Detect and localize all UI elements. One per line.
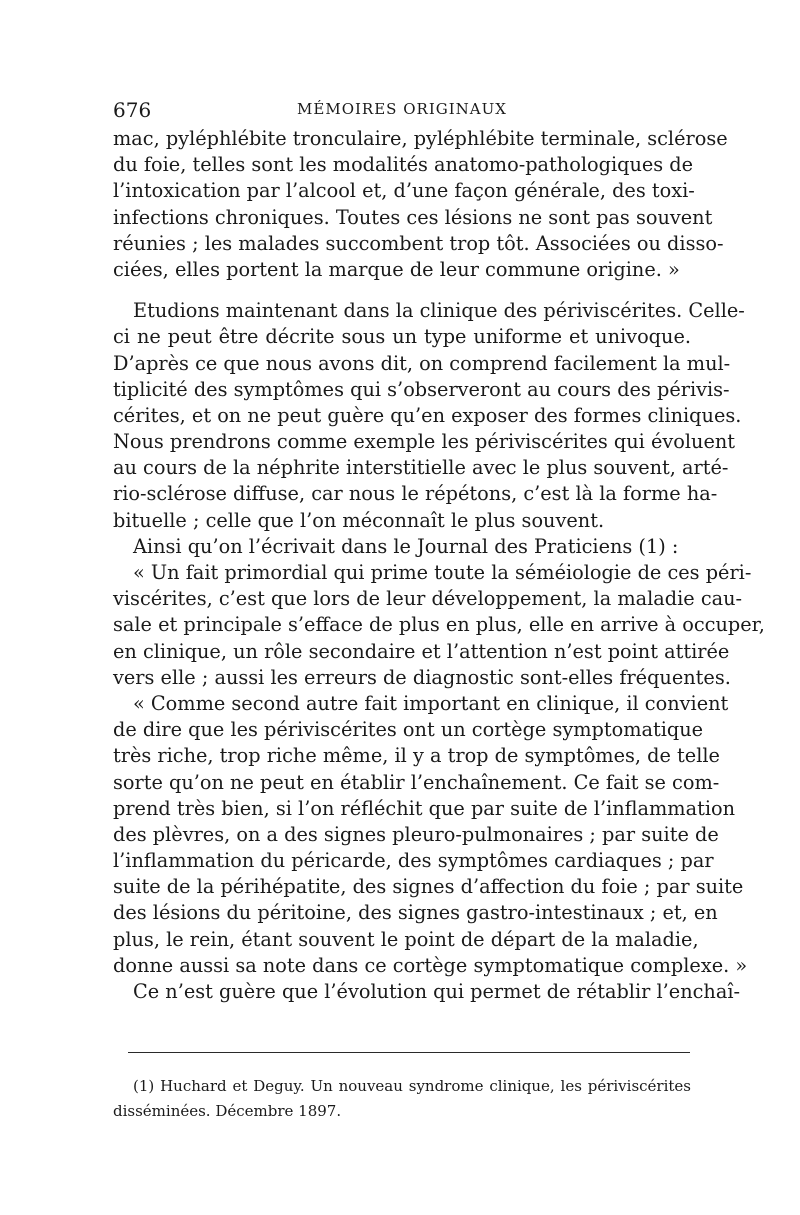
footnote-rule [128,1052,690,1053]
footnote-line: disséminées. Décembre 1897. [113,1102,342,1120]
text-line: rio-sclérose diffuse, car nous le répétons, c’est là la forme ha- [113,482,718,506]
text-line: cérites, et on ne peut guère qu’en exposer des formes cliniques. [113,403,742,427]
footnote-line: (1) Huchard et Deguy. Un nouveau syndrome clinique, les périviscérites [133,1077,691,1095]
footnotes [113,1074,691,1124]
running-title: MÉMOIRES ORIGINAUX [297,100,507,118]
page-number: 676 [113,98,152,122]
text-line: Ce n’est guère que l’évolution qui permet de rétablir l’enchaî- [133,980,741,1003]
text-line: plus, le rein, étant souvent le point de départ de la maladie, [113,927,699,951]
paragraph-gap [113,283,691,298]
text-line: mac, pyléphlébite tronculaire, pyléphlébite terminale, sclérose [113,127,728,150]
text-line: donne aussi sa note dans ce cortège symptomatique complexe. » [113,953,748,977]
text-line: vers elle ; aussi les erreurs de diagnostic sont-elles fréquentes. [113,665,731,689]
text-line: tiplicité des symptômes qui s’observeront au cours des périvis- [113,377,730,401]
text-line: « Comme second autre fait important en clinique, il convient [133,691,729,715]
page-header [113,98,691,126]
text-line: l’intoxication par l’alcool et, d’une façon générale, des toxi- [113,179,695,203]
text-line: D’après ce que nous avons dit, on comprend facilement la mul- [113,351,731,375]
text-line: suite de la périhépatite, des signes d’affection du foie ; par suite [113,875,744,899]
text-line: sorte qu’on ne peut en établir l’enchaînement. Ce fait se com- [113,770,720,794]
text-line: en clinique, un rôle secondaire et l’attention n’est point attirée [113,639,730,663]
text-line: ci ne peut être décrite sous un type uniforme et univoque. [113,325,691,349]
text-line: « Un fait primordial qui prime toute la séméiologie de ces péri- [133,561,752,584]
text-line: de dire que les périviscérites ont un cortège symptomatique [113,718,704,742]
text-line: très riche, trop riche même, il y a trop de symptômes, de telle [113,744,720,768]
text-line: l’inflammation du péricarde, des symptômes cardiaques ; par [113,849,714,873]
text-line: du foie, telles sont les modalités anatomo-pathologiques de [113,153,694,177]
text-line: des plèvres, on a des signes pleuro-pulmonaires ; par suite de [113,822,719,846]
text-line: réunies ; les malades succombent trop tôt. Associées ou disso- [113,231,724,255]
body-text [113,126,765,1005]
text-line: des lésions du péritoine, des signes gastro-intestinaux ; et, en [113,901,718,925]
text-line: ciées, elles portent la marque de leur commune origine. » [113,257,680,281]
text-line: Etudions maintenant dans la clinique des périviscérites. Celle- [133,299,745,323]
text-line: sale et principale s’efface de plus en plus, elle en arrive à occuper, [113,613,765,637]
text-line: Nous prendrons comme exemple les périviscérites qui évoluent [113,430,736,454]
text-line: au cours de la néphrite interstitielle avec le plus souvent, arté- [113,456,729,480]
text-line: prend très bien, si l’on réfléchit que par suite de l’inflammation [113,796,736,820]
text-line: bituelle ; celle que l’on méconnaît le plus souvent. [113,508,605,532]
text-line: viscérites, c’est que lors de leur développement, la maladie cau- [113,587,743,611]
text-line: infections chroniques. Toutes ces lésions ne sont pas souvent [113,205,713,229]
text-line: Ainsi qu’on l’écrivait dans le Journal des Praticiens (1) : [133,534,679,558]
